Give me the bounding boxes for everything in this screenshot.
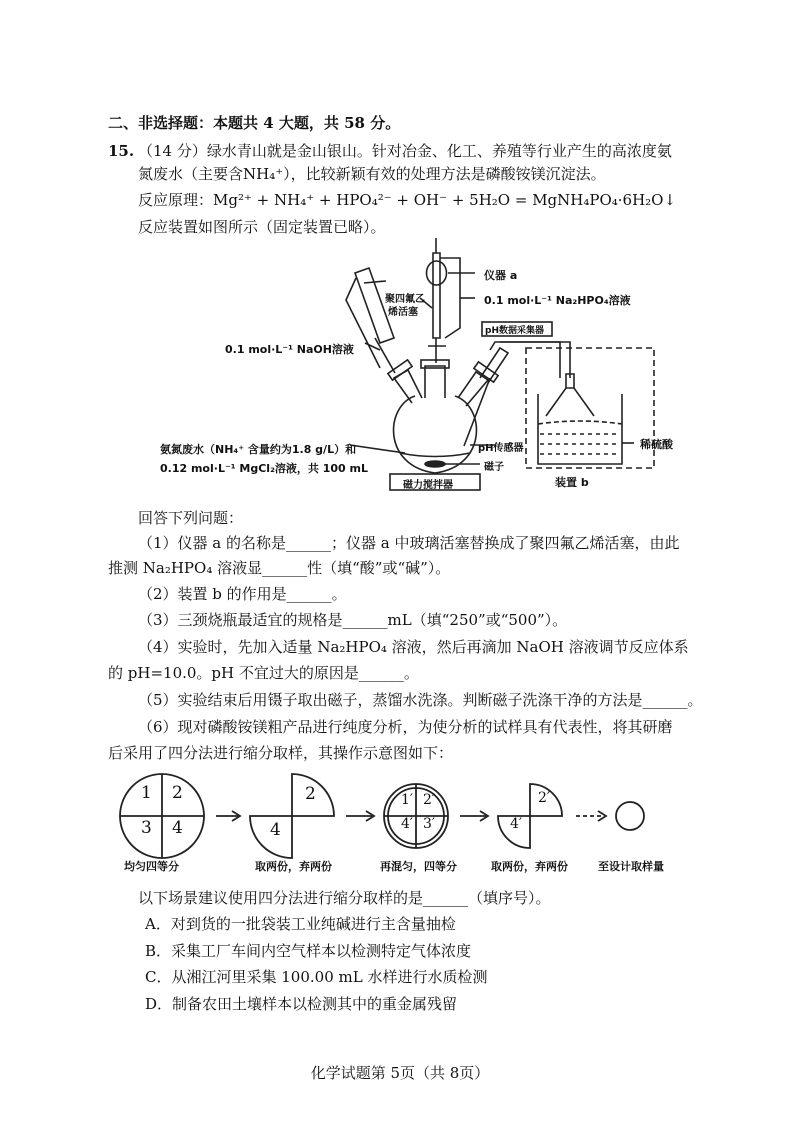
c2-4: 4	[270, 820, 281, 840]
q1-line2: 推测 Na₂HPO₄ 溶液显______性（填“酸”或“碱”）。	[108, 559, 451, 577]
caption-4: 取两份，弃两份	[491, 860, 568, 873]
page-footer: 化学试题第 5页（共 8页）	[310, 1064, 490, 1082]
q15-line2: 氮废水（主要含NH₄⁺），比较新颖有效的处理方法是磷酸铵镁沉淀法。	[138, 165, 606, 183]
label-ph-collector: pH数据采集器	[485, 326, 544, 336]
c3-2: 2′	[423, 792, 436, 808]
questions-intro: 回答下列问题：	[138, 509, 244, 527]
caption-5: 至设计取样量	[598, 860, 664, 873]
c3-1: 1′	[401, 792, 414, 808]
caption-1: 均匀四等分	[124, 860, 179, 873]
label-magnet: 磁子	[484, 462, 504, 473]
q6-followup: 以下场景建议使用四分法进行缩分取样的是______（填序号）。	[138, 889, 551, 907]
label-stirrer: 磁力搅拌器	[403, 480, 453, 491]
c2-2: 2	[305, 784, 316, 804]
label-ptfe-1: 聚四氟乙	[385, 294, 425, 305]
label-na2hpo4: 0.1 mol·L⁻¹ Na₂HPO₄溶液	[484, 294, 631, 307]
c1-1: 1	[141, 783, 152, 803]
label-naoh: 0.1 mol·L⁻¹ NaOH溶液	[225, 343, 354, 356]
apparatus-intro: 反应装置如图所示（固定装置已略）。	[138, 218, 386, 236]
label-wastewater-2: 0.12 mol·L⁻¹ MgCl₂溶液，共 100 mL	[160, 462, 368, 475]
c1-3: 3	[141, 818, 152, 838]
question-number: 15.	[108, 142, 135, 160]
reaction-principle: 反应原理：Mg²⁺ + NH₄⁺ + HPO₄²⁻ + OH⁻ + 5H₂O = MgNH₄PO₄·6H₂O↓	[138, 191, 677, 209]
c1-2: 2	[172, 783, 183, 803]
section-heading: 二、非选择题：本题共 4 大题，共 58 分。	[108, 114, 401, 132]
q5: （5）实验结束后用镊子取出磁子，蒸馏水洗涤。判断磁子洗涤干净的方法是______。	[138, 691, 703, 709]
q2: （2）装置 b 的作用是______。	[138, 585, 347, 603]
c1-4: 4	[172, 818, 183, 838]
label-dilute-acid: 稀硫酸	[640, 438, 673, 451]
option-c: C．从湘江河里采集 100.00 mL 水样进行水质检测	[145, 968, 488, 986]
label-instrument-a: 仪器 a	[484, 269, 518, 282]
q6-line2: 后采用了四分法进行缩分取样，其操作示意图如下：	[108, 744, 454, 762]
q1-line1: （1）仪器 a 的名称是______；仪器 a 中玻璃活塞替换成了聚四氟乙烯活塞，由此	[138, 534, 680, 552]
caption-3: 再混匀，四等分	[380, 860, 457, 873]
option-a: A．对到货的一批袋装工业纯碱进行主含量抽检	[145, 915, 456, 933]
label-ph-sensor: pH传感器	[478, 443, 524, 454]
q3: （3）三颈烧瓶最适宜的规格是______mL（填“250”或“500”）。	[138, 611, 568, 629]
c3-4: 4′	[401, 816, 414, 832]
c3-3: 3′	[423, 816, 436, 832]
c4-2: 2′	[538, 790, 551, 806]
q6-line1: （6）现对磷酸铵镁粗产品进行纯度分析，为使分析的试样具有代表性，将其研磨	[138, 718, 673, 736]
q15-line1: （14 分）绿水青山就是金山银山。针对冶金、化工、养殖等行业产生的高浓度氨	[138, 142, 672, 160]
label-wastewater-1: 氨氮废水（NH₄⁺ 含量约为1.8 g/L）和	[160, 443, 357, 456]
q4-line1: （4）实验时，先加入适量 Na₂HPO₄ 溶液，然后再滴加 NaOH 溶液调节反应体系	[138, 638, 689, 656]
caption-2: 取两份，弃两份	[255, 860, 332, 873]
option-b: B．采集工厂车间内空气样本以检测特定气体浓度	[145, 942, 472, 960]
quartering-diagram	[110, 768, 690, 868]
c4-4: 4′	[510, 816, 523, 832]
apparatus-diagram	[150, 238, 670, 498]
option-d: D．制备农田土壤样本以检测其中的重金属残留	[145, 995, 458, 1013]
label-ptfe-2: 烯活塞	[388, 307, 418, 318]
label-device-b: 装置 b	[555, 476, 589, 489]
q4-line2: 的 pH=10.0。pH 不宜过大的原因是______。	[108, 664, 419, 682]
